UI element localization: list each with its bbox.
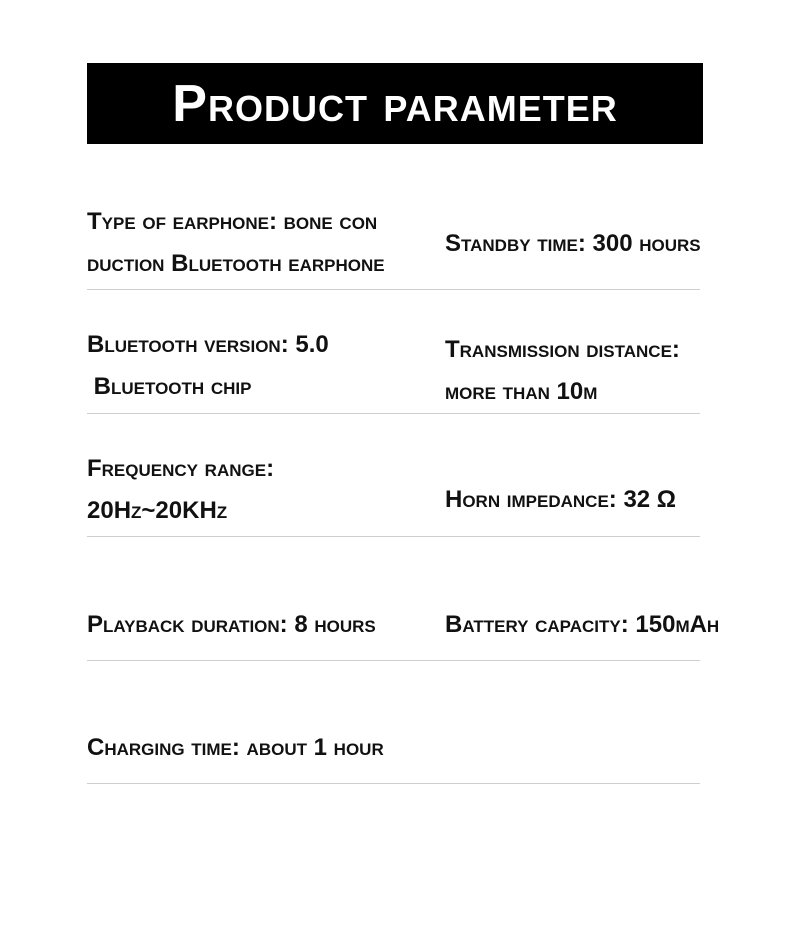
param-battery-capacity bbox=[445, 604, 735, 646]
param-frequency-range bbox=[87, 448, 432, 532]
page-title: Product parameter bbox=[172, 74, 618, 133]
param-standby-time-line-1: Standby time: 300 hours bbox=[445, 230, 701, 257]
title-banner bbox=[87, 63, 703, 144]
param-bluetooth-version bbox=[87, 324, 432, 408]
param-charging-time bbox=[87, 727, 432, 769]
param-frequency-range-line-2: 20Hz~20KHz bbox=[87, 497, 228, 524]
param-earphone-type-line-2: duction Bluetooth earphone bbox=[87, 250, 385, 277]
param-standby-time bbox=[445, 223, 735, 265]
param-transmission-distance-line-1: Transmission distance: bbox=[445, 336, 680, 363]
param-frequency-range-line-1: Frequency range: bbox=[87, 455, 275, 482]
param-earphone-type bbox=[87, 201, 432, 285]
param-bluetooth-version-line-1: Bluetooth version: 5.0 bbox=[87, 331, 329, 358]
param-charging-time-line-1: Charging time: about 1 hour bbox=[87, 734, 384, 761]
param-transmission-distance-line-2: more than 10m bbox=[445, 378, 598, 405]
param-transmission-distance bbox=[445, 329, 735, 413]
param-row-frequency-range bbox=[87, 413, 700, 537]
param-playback-duration bbox=[87, 604, 432, 646]
param-playback-duration-line-1: Playback duration: 8 hours bbox=[87, 611, 376, 638]
param-horn-impedance-line-1: Horn impedance: 32 Ω bbox=[445, 486, 677, 513]
param-battery-capacity-line-1: Battery capacity: 150mAh bbox=[445, 611, 720, 638]
param-earphone-type-line-1: Type of earphone: bone con bbox=[87, 208, 378, 235]
param-row-bluetooth-version bbox=[87, 289, 700, 414]
param-row-playback-duration bbox=[87, 536, 720, 661]
param-bluetooth-version-line-2: Bluetooth chip bbox=[87, 373, 252, 400]
param-horn-impedance bbox=[445, 479, 735, 521]
param-row-earphone-type bbox=[87, 200, 700, 290]
param-row-charging-time bbox=[87, 660, 700, 784]
